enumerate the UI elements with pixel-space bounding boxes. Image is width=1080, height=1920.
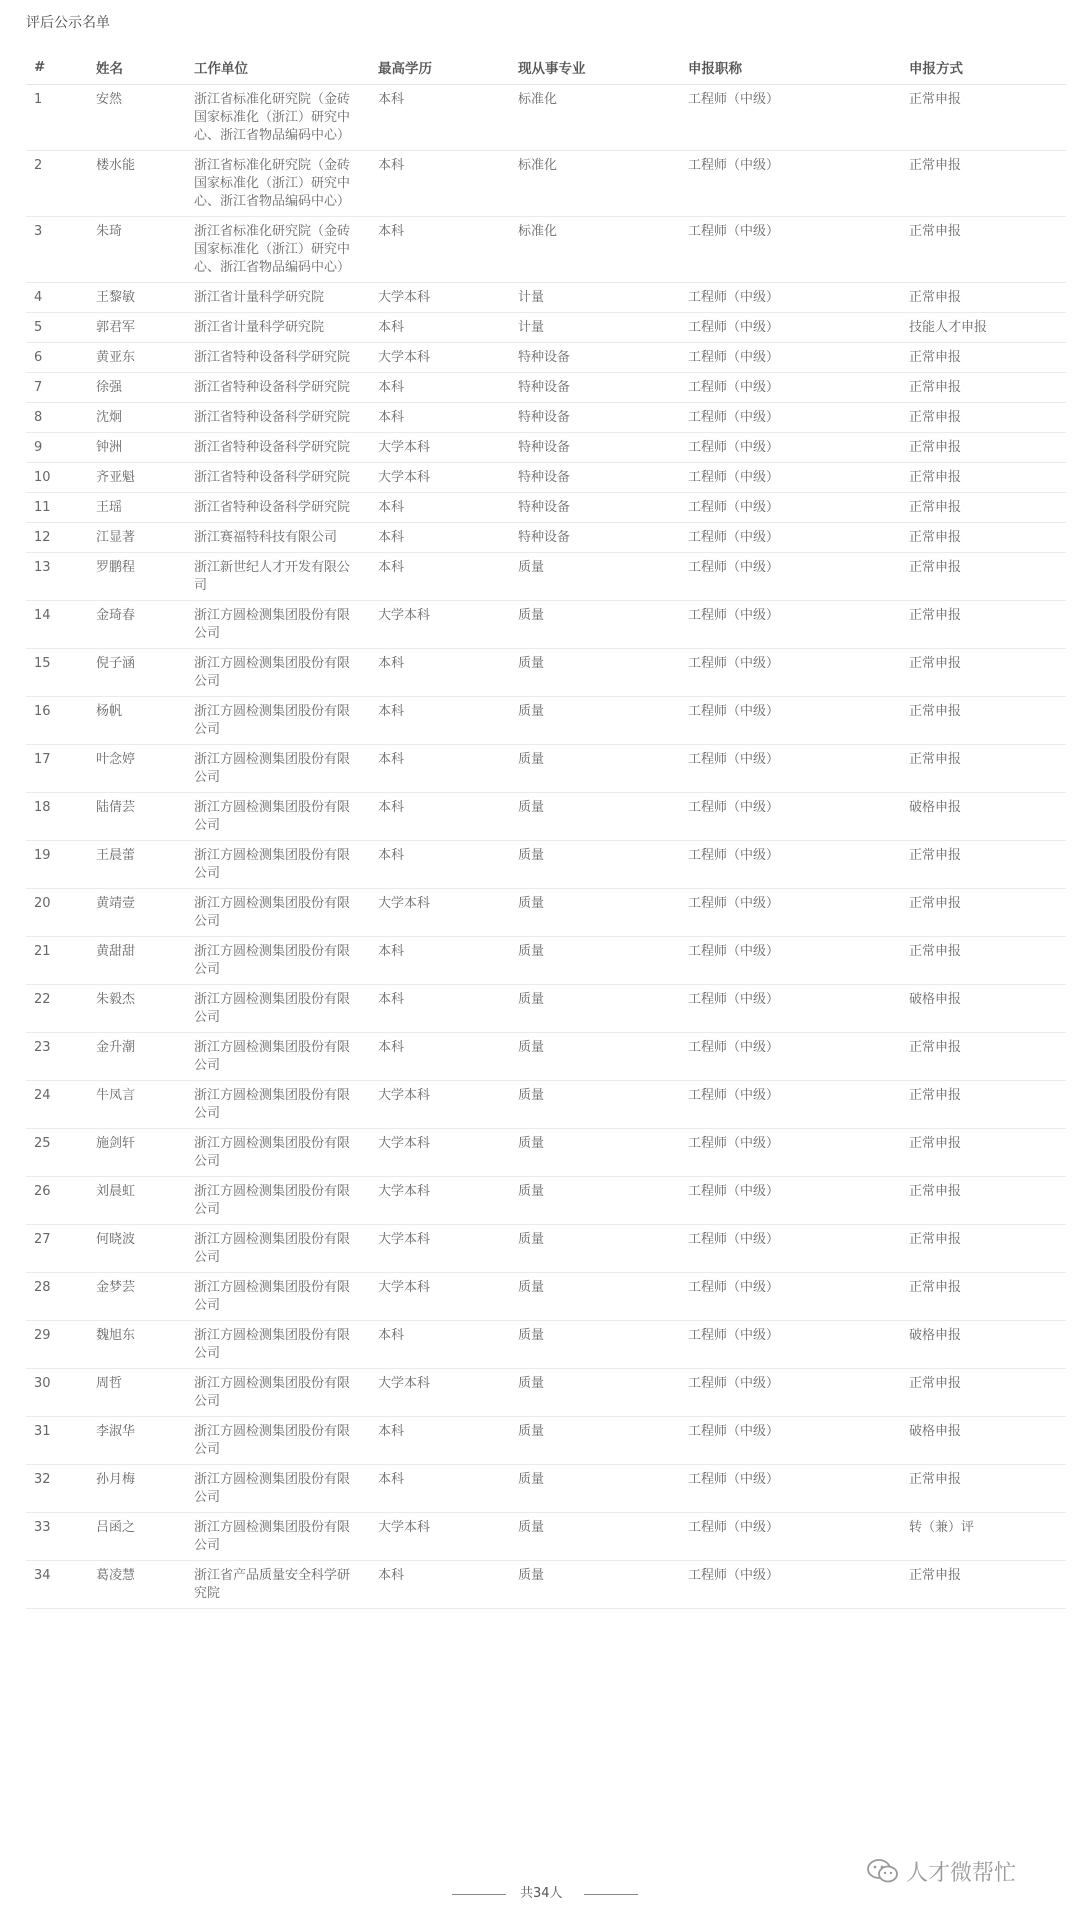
cell-education: 本科 [370,1465,510,1513]
cell-education: 大学本科 [370,1273,510,1321]
cell-name: 徐强 [88,373,186,403]
cell-title: 工程师（中级） [680,1177,901,1225]
cell-title: 工程师（中级） [680,217,901,283]
cell-name: 吕函之 [88,1513,186,1561]
table-row [26,283,1066,313]
cell-method: 破格申报 [901,985,1066,1033]
cell-name: 齐亚魁 [88,463,186,493]
cell-education: 本科 [370,403,510,433]
cell-title: 工程师（中级） [680,433,901,463]
cell-education: 大学本科 [370,463,510,493]
cell-education: 大学本科 [370,1513,510,1561]
cell-title: 工程师（中级） [680,1369,901,1417]
cell-name: 王瑶 [88,493,186,523]
cell-major: 质量 [510,1273,680,1321]
cell-title: 工程师（中级） [680,1417,901,1465]
cell-unit: 浙江方圆检测集团股份有限公司 [186,745,370,793]
cell-education: 本科 [370,985,510,1033]
cell-unit: 浙江省特种设备科学研究院 [186,493,370,523]
cell-method: 正常申报 [901,343,1066,373]
cell-num: 7 [26,373,88,403]
cell-major: 质量 [510,1465,680,1513]
cell-num: 30 [26,1369,88,1417]
cell-name: 魏旭东 [88,1321,186,1369]
cell-num: 20 [26,889,88,937]
cell-title: 工程师（中级） [680,523,901,553]
cell-major: 质量 [510,1177,680,1225]
cell-education: 本科 [370,1033,510,1081]
cell-unit: 浙江方圆检测集团股份有限公司 [186,1513,370,1561]
cell-method: 转（兼）评 [901,1513,1066,1561]
table-row [26,1369,1066,1417]
table-row [26,1273,1066,1321]
cell-title: 工程师（中级） [680,745,901,793]
cell-unit: 浙江省特种设备科学研究院 [186,373,370,403]
cell-education: 大学本科 [370,1129,510,1177]
table-row [26,697,1066,745]
cell-education: 本科 [370,151,510,217]
cell-education: 本科 [370,217,510,283]
cell-education: 本科 [370,523,510,553]
cell-unit: 浙江方圆检测集团股份有限公司 [186,985,370,1033]
cell-unit: 浙江省计量科学研究院 [186,313,370,343]
table-row [26,313,1066,343]
cell-method: 正常申报 [901,151,1066,217]
cell-name: 黄亚东 [88,343,186,373]
cell-num: 21 [26,937,88,985]
footer-divider-right [584,1894,638,1895]
table-row [26,937,1066,985]
cell-unit: 浙江省标准化研究院（金砖国家标准化（浙江）研究中心、浙江省物品编码中心） [186,151,370,217]
header-name: 姓名 [88,50,186,85]
watermark-text: 人才微帮忙 [906,1860,1017,1886]
cell-title: 工程师（中级） [680,151,901,217]
cell-major: 特种设备 [510,463,680,493]
cell-education: 本科 [370,937,510,985]
cell-education: 大学本科 [370,1225,510,1273]
cell-unit: 浙江省特种设备科学研究院 [186,403,370,433]
cell-major: 质量 [510,889,680,937]
cell-education: 本科 [370,1561,510,1609]
cell-num: 28 [26,1273,88,1321]
cell-major: 质量 [510,601,680,649]
cell-major: 质量 [510,841,680,889]
cell-title: 工程师（中级） [680,1273,901,1321]
cell-major: 质量 [510,649,680,697]
cell-method: 破格申报 [901,1417,1066,1465]
cell-num: 4 [26,283,88,313]
cell-method: 正常申报 [901,85,1066,151]
cell-name: 牛凤言 [88,1081,186,1129]
cell-title: 工程师（中级） [680,373,901,403]
cell-major: 质量 [510,1033,680,1081]
cell-major: 质量 [510,1129,680,1177]
cell-major: 质量 [510,553,680,601]
table-row [26,217,1066,283]
cell-title: 工程师（中级） [680,697,901,745]
cell-num: 5 [26,313,88,343]
cell-method: 正常申报 [901,649,1066,697]
cell-name: 黄甜甜 [88,937,186,985]
header-num: # [26,50,88,85]
cell-method: 正常申报 [901,1177,1066,1225]
cell-unit: 浙江方圆检测集团股份有限公司 [186,1273,370,1321]
cell-name: 安然 [88,85,186,151]
cell-method: 正常申报 [901,601,1066,649]
cell-num: 3 [26,217,88,283]
wechat-icon [866,1858,900,1884]
cell-major: 标准化 [510,151,680,217]
table-row [26,373,1066,403]
cell-title: 工程师（中级） [680,1225,901,1273]
cell-education: 本科 [370,793,510,841]
table-row [26,151,1066,217]
cell-name: 朱琦 [88,217,186,283]
table-row [26,85,1066,151]
cell-method: 正常申报 [901,553,1066,601]
cell-major: 质量 [510,697,680,745]
cell-num: 22 [26,985,88,1033]
cell-title: 工程师（中级） [680,1465,901,1513]
cell-unit: 浙江方圆检测集团股份有限公司 [186,1033,370,1081]
cell-major: 质量 [510,1225,680,1273]
cell-education: 大学本科 [370,889,510,937]
cell-education: 大学本科 [370,343,510,373]
cell-name: 朱毅杰 [88,985,186,1033]
cell-num: 29 [26,1321,88,1369]
cell-education: 大学本科 [370,601,510,649]
table-row [26,889,1066,937]
cell-name: 钟洲 [88,433,186,463]
cell-title: 工程师（中级） [680,1033,901,1081]
cell-education: 本科 [370,493,510,523]
cell-name: 倪子涵 [88,649,186,697]
cell-title: 工程师（中级） [680,403,901,433]
cell-num: 2 [26,151,88,217]
table-row [26,1081,1066,1129]
cell-method: 正常申报 [901,373,1066,403]
table-footer [0,1884,1080,1904]
footer-divider-left [452,1894,506,1895]
cell-name: 罗鹏程 [88,553,186,601]
cell-education: 本科 [370,1321,510,1369]
cell-title: 工程师（中级） [680,313,901,343]
table-row [26,403,1066,433]
cell-major: 质量 [510,793,680,841]
cell-unit: 浙江省标准化研究院（金砖国家标准化（浙江）研究中心、浙江省物品编码中心） [186,85,370,151]
table-row [26,343,1066,373]
cell-unit: 浙江省特种设备科学研究院 [186,433,370,463]
cell-title: 工程师（中级） [680,793,901,841]
cell-method: 正常申报 [901,697,1066,745]
cell-method: 正常申报 [901,841,1066,889]
cell-method: 正常申报 [901,1465,1066,1513]
cell-title: 工程师（中级） [680,343,901,373]
cell-unit: 浙江省特种设备科学研究院 [186,343,370,373]
cell-method: 正常申报 [901,283,1066,313]
cell-name: 江显著 [88,523,186,553]
cell-unit: 浙江方圆检测集团股份有限公司 [186,937,370,985]
cell-name: 金升潮 [88,1033,186,1081]
cell-num: 14 [26,601,88,649]
cell-name: 杨帆 [88,697,186,745]
cell-education: 大学本科 [370,1177,510,1225]
cell-method: 正常申报 [901,1273,1066,1321]
cell-num: 34 [26,1561,88,1609]
cell-name: 金琦春 [88,601,186,649]
cell-education: 本科 [370,1417,510,1465]
cell-num: 8 [26,403,88,433]
cell-title: 工程师（中级） [680,1561,901,1609]
table-row [26,463,1066,493]
table-row [26,523,1066,553]
cell-education: 本科 [370,841,510,889]
cell-title: 工程师（中级） [680,985,901,1033]
cell-unit: 浙江方圆检测集团股份有限公司 [186,1081,370,1129]
cell-title: 工程师（中级） [680,1513,901,1561]
cell-unit: 浙江方圆检测集团股份有限公司 [186,1177,370,1225]
cell-major: 质量 [510,985,680,1033]
cell-major: 计量 [510,313,680,343]
table-row [26,985,1066,1033]
cell-unit: 浙江方圆检测集团股份有限公司 [186,649,370,697]
table-row [26,553,1066,601]
cell-method: 正常申报 [901,937,1066,985]
cell-major: 特种设备 [510,523,680,553]
cell-title: 工程师（中级） [680,283,901,313]
table-row [26,649,1066,697]
cell-major: 质量 [510,937,680,985]
cell-title: 工程师（中级） [680,937,901,985]
cell-name: 周哲 [88,1369,186,1417]
cell-num: 23 [26,1033,88,1081]
cell-unit: 浙江方圆检测集团股份有限公司 [186,1321,370,1369]
cell-method: 正常申报 [901,1081,1066,1129]
table-row [26,793,1066,841]
total-count: 共34人 [520,1886,563,1901]
cell-name: 何晓波 [88,1225,186,1273]
cell-name: 王黎敏 [88,283,186,313]
cell-num: 31 [26,1417,88,1465]
cell-method: 正常申报 [901,493,1066,523]
table-row [26,1561,1066,1609]
cell-name: 刘晨虹 [88,1177,186,1225]
table-row [26,745,1066,793]
cell-num: 18 [26,793,88,841]
header-method: 申报方式 [901,50,1066,85]
cell-major: 质量 [510,1561,680,1609]
cell-unit: 浙江省计量科学研究院 [186,283,370,313]
table-row [26,1129,1066,1177]
cell-title: 工程师（中级） [680,1321,901,1369]
cell-name: 李淑华 [88,1417,186,1465]
cell-num: 16 [26,697,88,745]
cell-num: 1 [26,85,88,151]
cell-unit: 浙江方圆检测集团股份有限公司 [186,1225,370,1273]
cell-major: 质量 [510,1513,680,1561]
cell-title: 工程师（中级） [680,85,901,151]
cell-method: 破格申报 [901,793,1066,841]
cell-name: 陆倩芸 [88,793,186,841]
cell-method: 技能人才申报 [901,313,1066,343]
cell-education: 大学本科 [370,283,510,313]
cell-num: 26 [26,1177,88,1225]
cell-title: 工程师（中级） [680,649,901,697]
cell-method: 破格申报 [901,1321,1066,1369]
cell-num: 15 [26,649,88,697]
cell-education: 本科 [370,373,510,403]
table-row [26,1033,1066,1081]
cell-education: 本科 [370,553,510,601]
header-major: 现从事专业 [510,50,680,85]
cell-num: 17 [26,745,88,793]
cell-method: 正常申报 [901,1225,1066,1273]
cell-major: 质量 [510,1081,680,1129]
cell-unit: 浙江省特种设备科学研究院 [186,463,370,493]
table-body [26,85,1066,1609]
cell-name: 叶念婷 [88,745,186,793]
cell-method: 正常申报 [901,1033,1066,1081]
cell-education: 大学本科 [370,433,510,463]
table-row [26,841,1066,889]
cell-method: 正常申报 [901,433,1066,463]
cell-unit: 浙江省产品质量安全科学研究院 [186,1561,370,1609]
header-unit: 工作单位 [186,50,370,85]
cell-education: 本科 [370,313,510,343]
table-row [26,1417,1066,1465]
table-row [26,1465,1066,1513]
cell-unit: 浙江方圆检测集团股份有限公司 [186,841,370,889]
cell-method: 正常申报 [901,1561,1066,1609]
cell-title: 工程师（中级） [680,463,901,493]
cell-num: 12 [26,523,88,553]
header-education: 最高学历 [370,50,510,85]
cell-major: 特种设备 [510,403,680,433]
cell-num: 19 [26,841,88,889]
cell-unit: 浙江方圆检测集团股份有限公司 [186,697,370,745]
table-row [26,1177,1066,1225]
cell-major: 质量 [510,1417,680,1465]
cell-unit: 浙江方圆检测集团股份有限公司 [186,793,370,841]
cell-num: 32 [26,1465,88,1513]
cell-method: 正常申报 [901,523,1066,553]
cell-method: 正常申报 [901,889,1066,937]
cell-major: 特种设备 [510,433,680,463]
cell-num: 24 [26,1081,88,1129]
cell-education: 本科 [370,649,510,697]
cell-education: 大学本科 [370,1081,510,1129]
cell-education: 本科 [370,85,510,151]
cell-major: 标准化 [510,85,680,151]
cell-name: 葛凌慧 [88,1561,186,1609]
cell-num: 13 [26,553,88,601]
cell-name: 王晨蕾 [88,841,186,889]
table-row [26,1513,1066,1561]
table-row [26,601,1066,649]
cell-major: 特种设备 [510,373,680,403]
cell-major: 特种设备 [510,343,680,373]
cell-title: 工程师（中级） [680,493,901,523]
cell-major: 质量 [510,745,680,793]
header-title: 申报职称 [680,50,901,85]
cell-method: 正常申报 [901,1369,1066,1417]
cell-name: 金梦芸 [88,1273,186,1321]
cell-education: 本科 [370,697,510,745]
cell-unit: 浙江赛福特科技有限公司 [186,523,370,553]
cell-major: 标准化 [510,217,680,283]
cell-num: 27 [26,1225,88,1273]
cell-name: 施剑轩 [88,1129,186,1177]
cell-major: 计量 [510,283,680,313]
cell-num: 10 [26,463,88,493]
table-row [26,1225,1066,1273]
cell-unit: 浙江方圆检测集团股份有限公司 [186,889,370,937]
cell-name: 沈炯 [88,403,186,433]
cell-method: 正常申报 [901,463,1066,493]
cell-method: 正常申报 [901,745,1066,793]
cell-unit: 浙江省标准化研究院（金砖国家标准化（浙江）研究中心、浙江省物品编码中心） [186,217,370,283]
cell-name: 郭君军 [88,313,186,343]
page-title: 评后公示名单 [26,15,110,31]
roster-table [26,50,1066,1609]
cell-num: 6 [26,343,88,373]
cell-major: 质量 [510,1369,680,1417]
cell-title: 工程师（中级） [680,1081,901,1129]
cell-title: 工程师（中级） [680,601,901,649]
table-header-row [26,50,1066,85]
cell-unit: 浙江方圆检测集团股份有限公司 [186,1465,370,1513]
cell-unit: 浙江方圆检测集团股份有限公司 [186,1369,370,1417]
cell-name: 孙月梅 [88,1465,186,1513]
table-row [26,493,1066,523]
cell-unit: 浙江方圆检测集团股份有限公司 [186,1417,370,1465]
cell-method: 正常申报 [901,217,1066,283]
table-row [26,433,1066,463]
cell-title: 工程师（中级） [680,889,901,937]
cell-num: 9 [26,433,88,463]
cell-title: 工程师（中级） [680,841,901,889]
cell-title: 工程师（中级） [680,553,901,601]
cell-major: 质量 [510,1321,680,1369]
cell-method: 正常申报 [901,1129,1066,1177]
cell-major: 特种设备 [510,493,680,523]
cell-method: 正常申报 [901,403,1066,433]
cell-title: 工程师（中级） [680,1129,901,1177]
cell-name: 黄靖壹 [88,889,186,937]
cell-education: 本科 [370,745,510,793]
cell-education: 大学本科 [370,1369,510,1417]
watermark [866,1856,1016,1886]
cell-num: 11 [26,493,88,523]
cell-unit: 浙江方圆检测集团股份有限公司 [186,1129,370,1177]
table-row [26,1321,1066,1369]
cell-name: 楼水能 [88,151,186,217]
cell-unit: 浙江方圆检测集团股份有限公司 [186,601,370,649]
cell-num: 33 [26,1513,88,1561]
cell-num: 25 [26,1129,88,1177]
cell-unit: 浙江新世纪人才开发有限公司 [186,553,370,601]
